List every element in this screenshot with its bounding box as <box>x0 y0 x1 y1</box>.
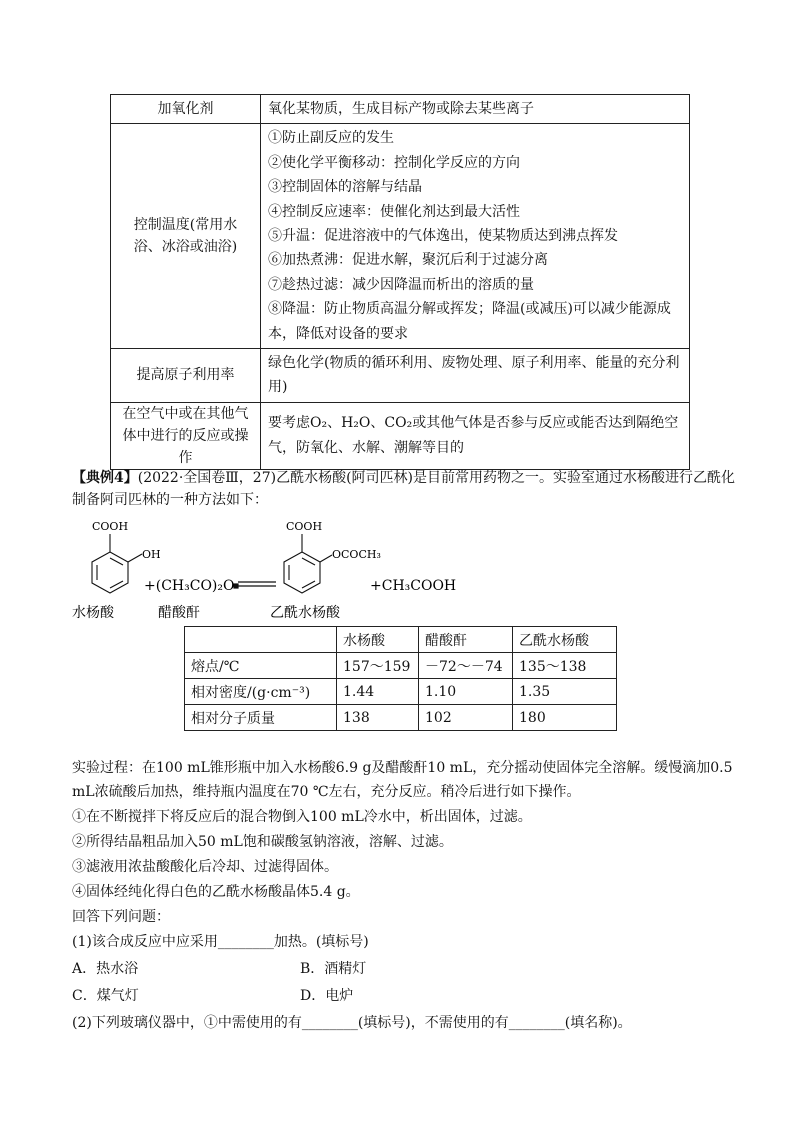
example-text: (2022·全国卷Ⅲ，27)乙酰水杨酸(阿司匹林)是目前常用药物之一。实验室通过水杨酸进行乙酰化 <box>137 470 735 486</box>
table-cell: 1.44 <box>337 679 419 705</box>
product-label: +CH₃COOH <box>370 578 457 594</box>
table-row <box>111 95 690 124</box>
table-cell: 180 <box>513 705 617 731</box>
table-row <box>111 402 690 469</box>
header-cell <box>185 627 337 653</box>
example-line-2: 制备阿司匹林的一种方法如下： <box>72 492 268 508</box>
row-content <box>261 124 690 349</box>
table-cell: 1.10 <box>419 679 513 705</box>
cooh-label: COOH <box>92 520 129 533</box>
table-cell: 157～159 <box>337 653 419 679</box>
row-label: 加氧化剂 <box>111 95 261 124</box>
compound-name: 醋酸酐 <box>158 605 200 621</box>
question-2: (2)下列玻璃仪器中，①中需使用的有________(填标号)，不需使用的有________(填名称)。 <box>72 1015 632 1031</box>
table-row <box>185 653 617 679</box>
properties-table <box>184 626 617 731</box>
row-content <box>261 95 690 124</box>
option-c: C．煤气灯 <box>72 988 139 1004</box>
table-cell: 102 <box>419 705 513 731</box>
row-content <box>261 402 690 469</box>
table-cell: 138 <box>337 705 419 731</box>
row-label: 控制温度(常用水浴、冰浴或油浴) <box>111 124 261 349</box>
header-cell: 乙酰水杨酸 <box>513 627 617 653</box>
procedure-line: 实验过程：在100 mL锥形瓶中加入水杨酸6.9 g及醋酸酐10 mL，充分摇动使固体完全溶解。缓慢滴加0.5 <box>72 760 733 776</box>
procedure-step: ④固体经纯化得白色的乙酰水杨酸晶体5.4 g。 <box>72 884 360 900</box>
reaction-scheme <box>72 510 492 630</box>
table-cell: 135～138 <box>513 653 617 679</box>
content-line: 气，防氧化、水解、潮解等目的 <box>268 439 464 456</box>
content-line: 要考虑O₂、H₂O、CO₂或其他气体是否参与反应或能否达到隔绝空 <box>268 415 679 432</box>
row-label: 提高原子利用率 <box>111 349 261 403</box>
reaction-arrow <box>234 582 276 588</box>
table-cell: 熔点/℃ <box>185 653 337 679</box>
table-row <box>111 124 690 349</box>
cooh-label: COOH <box>286 520 323 533</box>
example-tag: 【典例4】 <box>72 470 138 486</box>
option-a: A．热水浴 <box>72 961 139 977</box>
content-line: 本，降低对设备的要求 <box>268 325 408 342</box>
content-line: 氧化某物质，生成目标产物或除去某些离子 <box>268 101 534 117</box>
content-line: 用) <box>268 379 288 396</box>
table-cell: 相对密度/(g·cm⁻³) <box>185 679 337 705</box>
oh-label: OH <box>142 548 161 561</box>
procedure-step: ③滤液用浓盐酸酸化后冷却、过滤得固体。 <box>72 859 338 875</box>
procedure-step: ②所得结晶粗品加入50 mL饱和碳酸氢钠溶液，溶解、过滤。 <box>72 834 453 850</box>
reagent-label: +(CH₃CO)₂O <box>144 578 235 594</box>
example-line-1 <box>72 467 752 489</box>
compound-name: 乙酰水杨酸 <box>270 605 340 621</box>
salicylic-acid-structure <box>92 534 142 593</box>
content-line: ③控制固体的溶解与结晶 <box>268 179 422 196</box>
table-cell: 相对分子质量 <box>185 705 337 731</box>
row-content <box>261 349 690 403</box>
content-line: ②使化学平衡移动：控制化学反应的方向 <box>268 154 520 171</box>
table-row <box>185 679 617 705</box>
ococh3-label: OCOCH₃ <box>332 548 381 561</box>
content-line: ①防止副反应的发生 <box>268 130 394 147</box>
table-cell: 1.35 <box>513 679 617 705</box>
content-line: ⑧降温：防止物质高温分解或挥发；降温(或减压)可以减少能源成 <box>268 301 671 318</box>
content-line: ⑤升温：促进溶液中的气体逸出，使某物质达到沸点挥发 <box>268 228 618 245</box>
content-line: ⑥加热煮沸：促进水解，聚沉后利于过滤分离 <box>268 252 548 269</box>
content-line: 绿色化学(物质的循环利用、废物处理、原子利用率、能量的充分利 <box>268 355 680 372</box>
table-row <box>185 705 617 731</box>
row-label: 在空气中或在其他气体中进行的反应或操作 <box>111 402 261 469</box>
question-1: (1)该合成反应中应采用________加热。(填标号) <box>72 934 369 950</box>
table-header-row <box>185 627 617 653</box>
table-row <box>111 349 690 403</box>
option-d: D．电炉 <box>300 988 354 1004</box>
aspirin-structure <box>284 534 332 593</box>
conditions-table <box>110 94 690 470</box>
compound-name: 水杨酸 <box>72 605 114 621</box>
answer-prompt: 回答下列问题： <box>72 909 170 925</box>
content-line: ⑦趁热过滤：减少因降温而析出的溶质的量 <box>268 276 534 293</box>
header-cell: 醋酸酐 <box>419 627 513 653</box>
procedure-step: ①在不断搅拌下将反应后的混合物倒入100 mL冷水中，析出固体，过滤。 <box>72 809 532 825</box>
header-cell: 水杨酸 <box>337 627 419 653</box>
option-b: B．酒精灯 <box>300 961 367 977</box>
table-cell: －72～－74 <box>419 653 513 679</box>
content-line: ④控制反应速率：使催化剂达到最大活性 <box>268 203 520 220</box>
procedure-line: mL浓硫酸后加热，维持瓶内温度在70 ℃左右，充分反应。稍冷后进行如下操作。 <box>72 784 581 800</box>
